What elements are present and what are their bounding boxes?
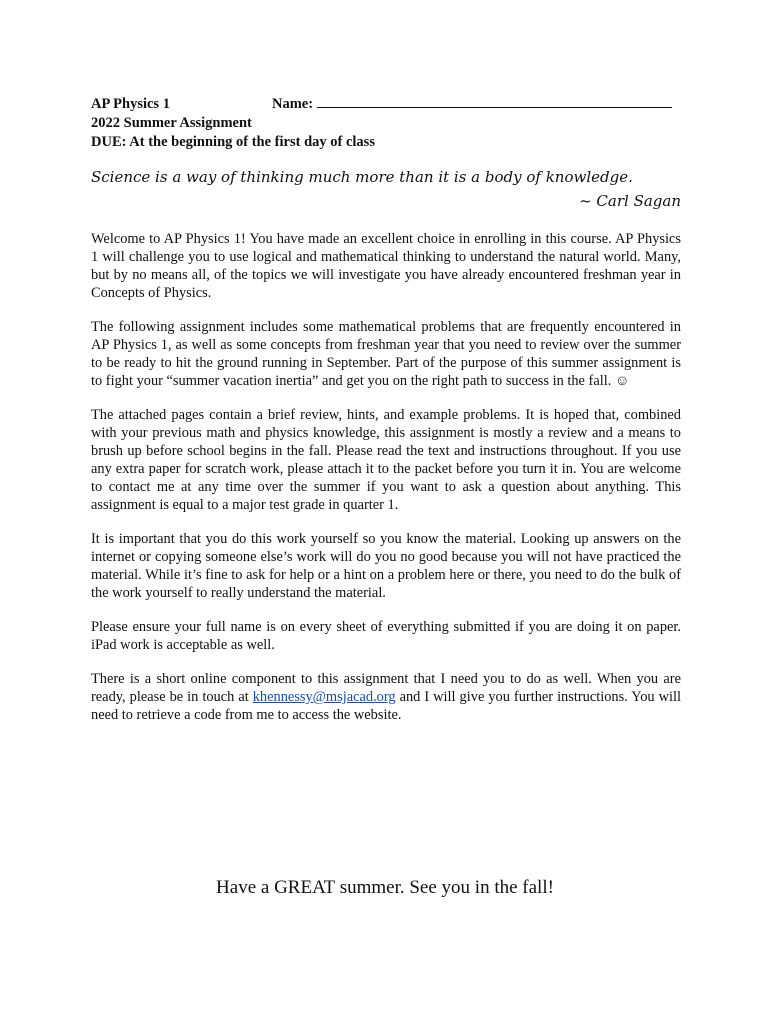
header-first-line bbox=[91, 93, 691, 114]
due-date: DUE: At the beginning of the first day of class bbox=[91, 134, 375, 150]
paragraph-assignment-purpose: The following assignment includes some mathematical problems that are frequently encountered in AP Physics 1, as well as some concepts from freshman year that you need to review over the summer to be ready to hit the ground running in September. Part of the purpose of this summer assignment is to fight your “summer vacation inertia” and get you on the right path to success in the fall. ☺ bbox=[91, 319, 681, 389]
online-text-after: and I will give you further instructions. You will need to retrieve a code from me to access the website. bbox=[91, 689, 682, 723]
document-header bbox=[91, 93, 691, 152]
paragraph-name-on-sheets: Please ensure your full name is on every sheet of everything submitted if you are doing it on paper. iPad work is acceptable as well. bbox=[91, 619, 681, 653]
paragraph-welcome: Welcome to AP Physics 1! You have made an excellent choice in enrolling in this course. AP Physics 1 will challenge you to use logical and mathematical thinking to understand the natural world. Many, but by no means all, of the topics we will investigate you have already encountered freshman year in Concepts of Physics. bbox=[91, 231, 681, 301]
name-label: Name: bbox=[272, 96, 314, 112]
epigraph bbox=[91, 166, 681, 212]
online-text-before: There is a short online component to this assignment that I need you to do as well. When you are ready, please be in touch at bbox=[91, 671, 681, 705]
quote-text: Science is a way of thinking much more than it is a body of knowledge. bbox=[91, 168, 633, 186]
paragraph-own-work: It is important that you do this work yourself so you know the material. Looking up answers on the internet or copying someone else’s work will do you no good because you will not have practiced the material. While it’s fine to ask for help or a hint on a problem here or there, you need to do the bulk of the work yourself to really understand the material. bbox=[91, 531, 681, 601]
document-body bbox=[91, 230, 681, 740]
course-title: AP Physics 1 bbox=[91, 96, 170, 112]
assignment-title: 2022 Summer Assignment bbox=[91, 115, 252, 131]
paragraph-online-component bbox=[91, 670, 681, 724]
name-blank-line bbox=[317, 93, 672, 108]
quote-attribution: ~ Carl Sagan bbox=[579, 192, 681, 210]
paragraph-attached-pages: The attached pages contain a brief review, hints, and example problems. It is hoped that, combined with your previous math and physics knowledge, this assignment is mostly a review and a means to brush up before school begins in the fall. Please read the text and instructions throughout. If you use any extra paper for scratch work, please attach it to the packet before you turn it in. You are welcome to contact me at any time over the summer if you want to ask a question about anything. This assignment is equal to a major test grade in quarter 1. bbox=[91, 407, 681, 513]
email-link[interactable]: khennessy@msjacad.org bbox=[252, 689, 396, 705]
closing-message: Have a GREAT summer. See you in the fall! bbox=[216, 877, 554, 898]
